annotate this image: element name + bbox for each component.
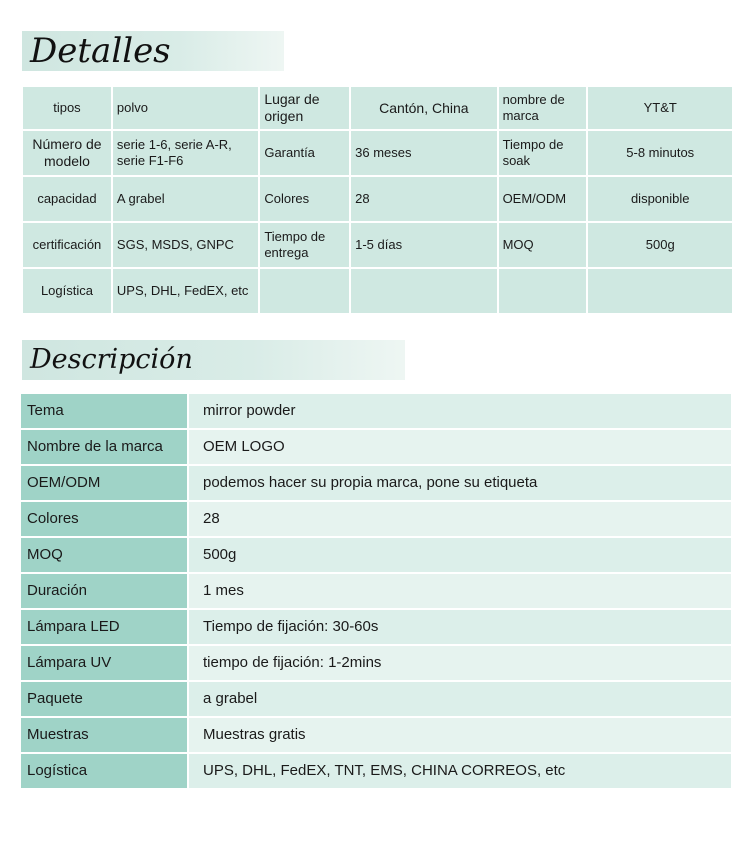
details-row <box>22 268 733 314</box>
row-value: 28 <box>188 501 731 537</box>
table-row <box>21 645 731 681</box>
descripcion-heading: Descripción <box>22 340 405 380</box>
row-value: UPS, DHL, FedEX, TNT, EMS, CHINA CORREOS, etc <box>188 753 731 789</box>
details-row <box>22 130 733 176</box>
details-cell: UPS, DHL, FedEX, etc <box>112 268 259 314</box>
row-value: 1 mes <box>188 573 731 609</box>
details-cell: Lugar de origen <box>259 86 350 130</box>
table-row <box>21 573 731 609</box>
row-key: MOQ <box>21 537 188 573</box>
description-table <box>21 394 731 790</box>
row-value: OEM LOGO <box>188 429 731 465</box>
details-cell: serie 1-6, serie A-R, serie F1-F6 <box>112 130 259 176</box>
row-key: Duración <box>21 573 188 609</box>
row-value: podemos hacer su propia marca, pone su etiqueta <box>188 465 731 501</box>
details-cell: tipos <box>22 86 112 130</box>
row-value: mirror powder <box>188 394 731 429</box>
row-key: Lámpara UV <box>21 645 188 681</box>
table-row <box>21 753 731 789</box>
row-value: Tiempo de fijación: 30-60s <box>188 609 731 645</box>
row-key: Tema <box>21 394 188 429</box>
details-table <box>21 85 734 315</box>
details-cell: 500g <box>587 222 733 268</box>
row-key: Colores <box>21 501 188 537</box>
table-row <box>21 609 731 645</box>
details-cell: nombre de marca <box>498 86 588 130</box>
row-key: Logística <box>21 753 188 789</box>
details-cell <box>498 268 588 314</box>
table-row <box>21 717 731 753</box>
details-cell <box>259 268 350 314</box>
details-row <box>22 222 733 268</box>
details-cell: Logística <box>22 268 112 314</box>
table-row <box>21 501 731 537</box>
details-cell: 1-5 días <box>350 222 497 268</box>
row-value: tiempo de fijación: 1-2mins <box>188 645 731 681</box>
details-cell <box>350 268 497 314</box>
details-cell: Tiempo de entrega <box>259 222 350 268</box>
row-key: Lámpara LED <box>21 609 188 645</box>
details-cell: 28 <box>350 176 497 222</box>
details-cell <box>587 268 733 314</box>
details-cell: YT&T <box>587 86 733 130</box>
table-row <box>21 465 731 501</box>
details-cell: Cantón, China <box>350 86 497 130</box>
details-cell: capacidad <box>22 176 112 222</box>
details-row <box>22 86 733 130</box>
row-value: Muestras gratis <box>188 717 731 753</box>
details-cell: Colores <box>259 176 350 222</box>
row-key: Paquete <box>21 681 188 717</box>
table-row <box>21 537 731 573</box>
details-cell: disponible <box>587 176 733 222</box>
details-row <box>22 176 733 222</box>
row-value: a grabel <box>188 681 731 717</box>
details-cell: 36 meses <box>350 130 497 176</box>
details-cell: certificación <box>22 222 112 268</box>
details-cell: OEM/ODM <box>498 176 588 222</box>
detalles-heading: Detalles <box>22 31 284 71</box>
details-cell: Tiempo de soak <box>498 130 588 176</box>
details-cell: Garantía <box>259 130 350 176</box>
details-cell: SGS, MSDS, GNPC <box>112 222 259 268</box>
row-value: 500g <box>188 537 731 573</box>
row-key: Nombre de la marca <box>21 429 188 465</box>
details-cell: 5-8 minutos <box>587 130 733 176</box>
row-key: Muestras <box>21 717 188 753</box>
details-cell: MOQ <box>498 222 588 268</box>
row-key: OEM/ODM <box>21 465 188 501</box>
table-row <box>21 429 731 465</box>
details-cell: A grabel <box>112 176 259 222</box>
details-cell: Número de modelo <box>22 130 112 176</box>
table-row <box>21 394 731 429</box>
table-row <box>21 681 731 717</box>
details-cell: polvo <box>112 86 259 130</box>
